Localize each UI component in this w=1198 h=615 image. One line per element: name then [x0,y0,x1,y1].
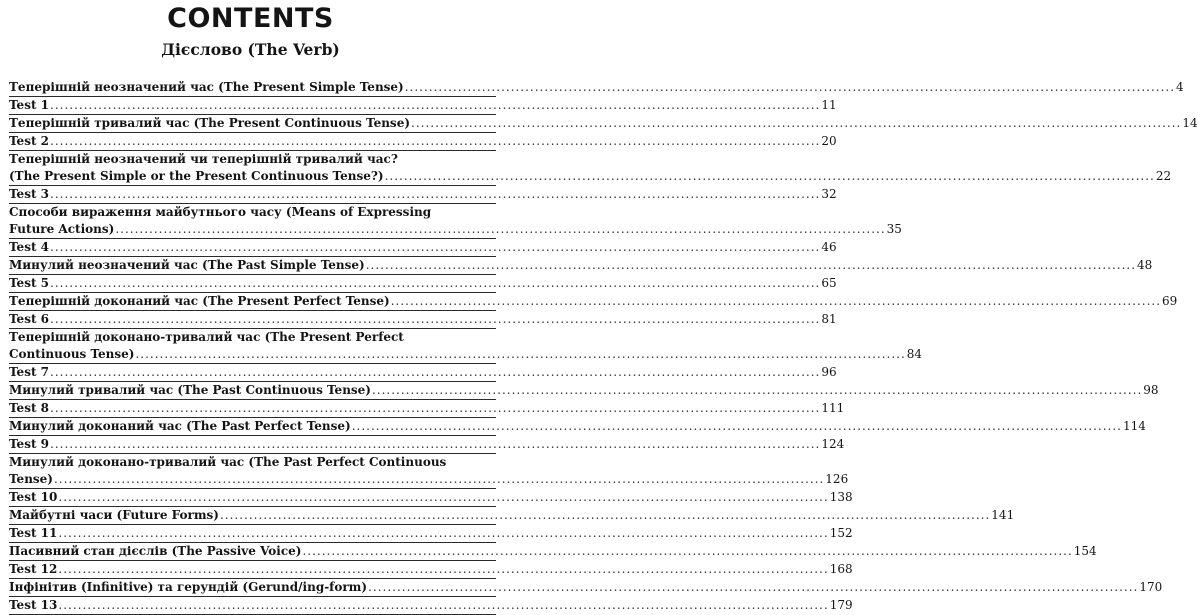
dot-leader: ................................................................................................................................................................ [219,508,991,522]
toc-entry-title: Test 10 [9,490,58,504]
toc-entry-row [9,418,1146,435]
toc-page-number: 111 [821,401,845,415]
toc-entry[interactable] [9,454,849,489]
dot-leader: ................................................................................................................................................................ [58,490,829,504]
toc-entry[interactable] [9,507,1015,525]
toc-entry-title: Майбутні часи (Future Forms) [9,508,219,522]
toc-page-number: 48 [1137,258,1153,272]
dot-leader: ................................................................................................................................................................ [50,365,821,379]
dot-leader: ................................................................................................................................................................ [302,544,1073,558]
toc-entry[interactable] [9,329,923,364]
toc-entry[interactable] [9,579,1163,597]
toc-page-number: 96 [821,365,837,379]
toc-entry-line: Минулий доконано-тривалий час (The Past Perfect Continuous [9,455,447,469]
toc-entry-row [9,97,837,114]
dot-leader: ................................................................................................................................................................ [135,347,906,361]
toc-entry-title: Теперішній тривалий час (The Present Continuous Tense) [9,116,411,130]
toc-entry[interactable] [9,364,837,382]
toc-entry-title: Інфінітив (Infinitive) та герундій (Gerund/ing-form) [9,580,368,594]
toc-entry-row [9,239,837,256]
toc-page-number: 14 [1182,116,1198,130]
toc-entry[interactable] [9,382,1159,400]
toc-entry-title: (The Present Simple or the Present Continuous Tense?) [9,169,384,183]
toc-entry-row [9,275,837,292]
toc-entry[interactable] [9,115,1198,133]
dot-leader: ................................................................................................................................................................ [115,222,886,236]
toc-entry[interactable] [9,525,853,543]
dot-leader: ................................................................................................................................................................ [50,437,821,451]
toc-entry-row [9,115,1198,132]
toc-list [9,79,1198,615]
dot-leader: ................................................................................................................................................................ [50,240,821,254]
toc-page-number: 170 [1139,580,1163,594]
dot-leader: ................................................................................................................................................................ [58,562,829,576]
toc-entry-row [9,525,853,542]
toc-entry-row [9,133,837,150]
toc-entry-line: Теперішній доконано-тривалий час (The Present Perfect [9,330,404,344]
dot-leader: ................................................................................................................................................................ [411,116,1182,130]
dot-leader: ................................................................................................................................................................ [58,598,829,612]
toc-entry-row [9,79,1184,96]
toc-entry-title: Test 1 [9,98,50,112]
toc-entry-title: Теперішній неозначений час (The Present Simple Tense) [9,80,404,94]
toc-entry-row [9,364,837,381]
toc-entry-title: Tense) [9,472,53,486]
toc-entry-title: Пасивний стан дієслів (The Passive Voice) [9,544,302,558]
toc-entry-row [9,471,849,488]
toc-page-number: 46 [821,240,837,254]
toc-page-number: 4 [1176,80,1184,94]
toc-entry-row [9,186,837,203]
toc-entry-title: Test 12 [9,562,58,576]
toc-page-number: 114 [1123,419,1146,433]
dot-leader: ................................................................................................................................................................ [58,526,829,540]
toc-page-number: 126 [825,472,849,486]
toc-page-number: 179 [829,598,853,612]
toc-entry-row [9,168,1172,185]
toc-entry-row [9,311,837,328]
toc-entry[interactable] [9,418,1146,436]
toc-entry[interactable] [9,597,853,615]
toc-entry-title: Test 6 [9,312,50,326]
toc-page-number: 154 [1073,544,1097,558]
dot-leader: ................................................................................................................................................................ [50,187,821,201]
dot-leader: ................................................................................................................................................................ [50,98,821,112]
toc-entry-row [9,597,853,614]
toc-entry-row [9,346,923,363]
dot-leader: ................................................................................................................................................................ [351,419,1122,433]
toc-entry-title: Test 5 [9,276,50,290]
toc-entry-title: Минулий доконаний час (The Past Perfect Tense) [9,419,351,433]
toc-entry-title: Continuous Tense) [9,347,135,361]
toc-entry[interactable] [9,257,1153,275]
toc-page-number: 69 [1162,294,1178,308]
dot-leader: ................................................................................................................................................................ [365,258,1137,272]
toc-entry[interactable] [9,151,1172,186]
toc-entry[interactable] [9,561,853,579]
toc-page-number: 84 [906,347,923,361]
toc-page-number: 124 [821,437,845,451]
toc-entry[interactable] [9,186,837,204]
toc-entry[interactable] [9,311,837,329]
toc-entry[interactable] [9,275,837,293]
dot-leader: ................................................................................................................................................................ [53,472,825,486]
toc-entry-row [9,579,1163,596]
toc-page-number: 65 [821,276,837,290]
toc-entry-row [9,221,902,238]
toc-page-number: 20 [821,134,837,148]
toc-entry-title: Test 9 [9,437,50,451]
toc-entry-title: Test 7 [9,365,50,379]
dot-leader: ................................................................................................................................................................ [50,401,821,415]
dot-leader: ................................................................................................................................................................ [371,383,1143,397]
toc-entry-row [9,400,845,417]
toc-entry-title: Test 8 [9,401,50,415]
toc-entry-row [9,293,1178,310]
dot-leader: ................................................................................................................................................................ [404,80,1176,94]
dot-leader: ................................................................................................................................................................ [50,312,821,326]
toc-entry-title: Минулий тривалий час (The Past Continuous Tense) [9,383,371,397]
toc-entry[interactable] [9,97,837,115]
toc-page-number: 22 [1155,169,1172,183]
toc-page-number: 35 [886,222,902,236]
dot-leader: ................................................................................................................................................................ [368,580,1139,594]
toc-entry[interactable] [9,79,1184,97]
toc-page-number: 11 [821,98,837,112]
toc-entry[interactable] [9,239,837,257]
toc-page-number: 168 [829,562,853,576]
toc-entry-row [9,543,1097,560]
toc-entry[interactable] [9,436,845,454]
toc-entry-row [9,507,1015,524]
toc-page-number: 81 [821,312,837,326]
toc-entry[interactable] [9,133,837,151]
toc-entry-line: Способи вираження майбутнього часу (Means of Expressing [9,205,432,219]
toc-entry-title: Test 13 [9,598,58,612]
dot-leader: ................................................................................................................................................................ [50,276,821,290]
toc-entry-row [9,489,853,506]
toc-entry-title: Test 11 [9,526,58,540]
toc-entry-title: Test 3 [9,187,50,201]
toc-entry-row [9,561,853,578]
toc-entry-title: Минулий неозначений час (The Past Simple Tense) [9,258,365,272]
toc-entry-row [9,382,1159,399]
toc-page-number: 98 [1143,383,1159,397]
toc-entry-title: Test 4 [9,240,50,254]
section-heading: Дієслово (The Verb) [161,40,340,59]
dot-leader: ................................................................................................................................................................ [384,169,1155,183]
toc-entry-row [9,257,1153,274]
dot-leader: ................................................................................................................................................................ [50,134,821,148]
dot-leader: ................................................................................................................................................................ [390,294,1162,308]
toc-page-number: 152 [829,526,853,540]
toc-entry[interactable] [9,204,902,239]
toc-entry[interactable] [9,293,1178,311]
toc-page-number: 141 [991,508,1015,522]
toc-entry-title: Теперішній доконаний час (The Present Perfect Tense) [9,294,390,308]
toc-entry[interactable] [9,400,845,418]
toc-entry[interactable] [9,543,1097,561]
toc-page-number: 32 [821,187,837,201]
page-title: CONTENTS [167,3,334,34]
toc-entry-line: Теперішній неозначений чи теперішній тривалий час? [9,152,398,166]
toc-entry-title: Future Actions) [9,222,115,236]
toc-page-number: 138 [829,490,853,504]
toc-entry-row [9,436,845,453]
toc-entry[interactable] [9,489,853,507]
toc-entry-title: Test 2 [9,134,50,148]
